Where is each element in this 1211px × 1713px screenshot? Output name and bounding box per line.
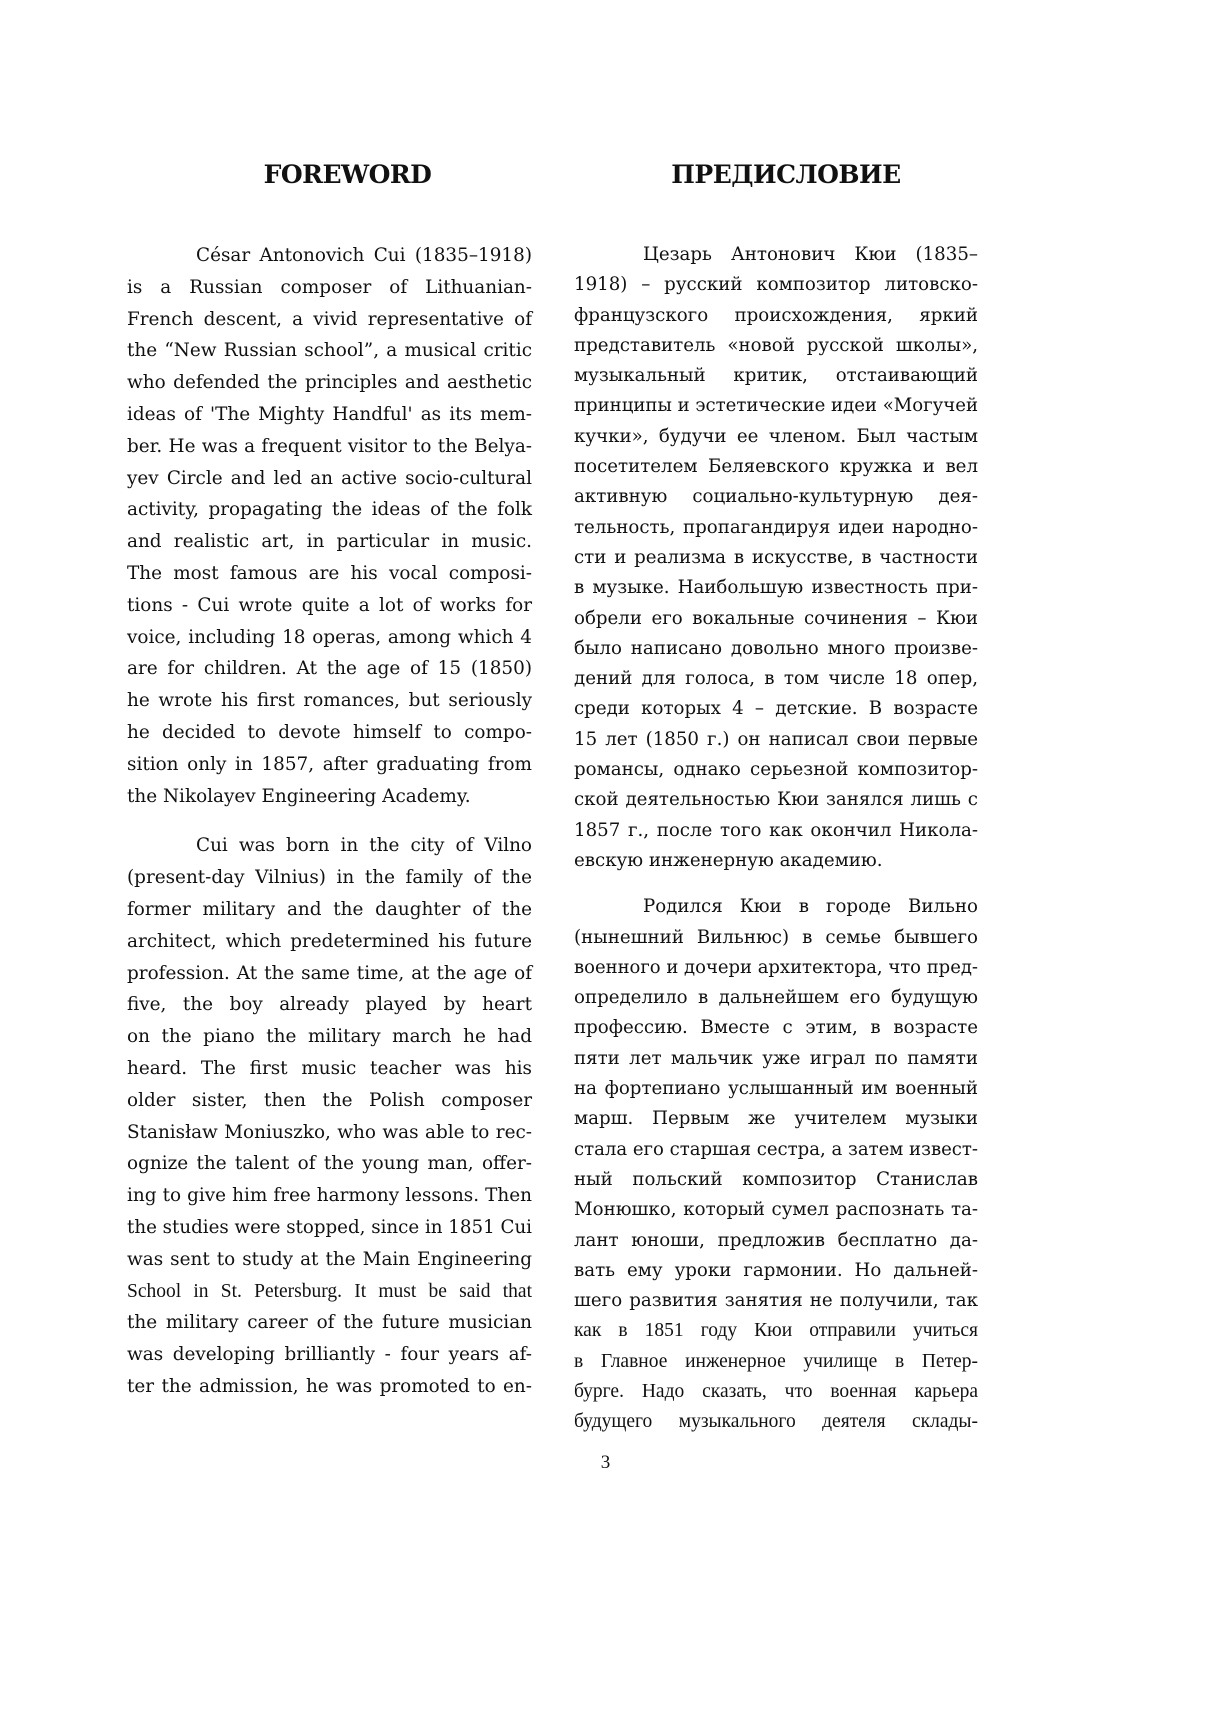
text-line: лант юноши, предложив бесплатно да- [574,1229,978,1251]
text-line: former military and the daughter of the [127,898,532,920]
text-line: французского происхождения, яркий [574,304,978,326]
text-line: музыкальный критик, отстаивающий [574,365,978,387]
text-line: the Nikolayev Engineering Academy. [127,785,471,807]
text-line: the military career of the future musician [127,1312,532,1334]
text-line: среди которых 4 – детские. В возрасте [574,698,978,720]
text-line: 15 лет (1850 г.) он написал свои первые [574,728,978,750]
text-line: военного и дочери архитектора, что пред- [574,956,978,978]
text-line: вать ему уроки гармонии. Но дальней- [574,1259,978,1281]
text-line: в Главное инженерное училище в Петер- [574,1350,978,1372]
russian-column [574,160,979,1433]
text-line: are for children. At the age of 15 (1850) [127,658,532,680]
text-line: César Antonovich Cui (1835–1918) [196,245,532,266]
text-line: тельность, пропагандируя идеи народно- [574,516,978,538]
text-line: sition only in 1857, after graduating from [127,753,532,775]
text-line: пяти лет мальчик уже играл по памяти [574,1047,978,1069]
text-line: and realistic art, in particular in music. [127,531,532,553]
text-line: ing to give him free harmony lessons. Then [127,1185,532,1207]
text-line: евскую инженерную академию. [574,849,883,871]
text-line: older sister, then the Polish composer [127,1089,532,1111]
text-line: 1857 г., после того как окончил Никола- [574,819,978,841]
text-line: профессию. Вместе с этим, в возрасте [574,1017,978,1039]
english-heading: FOREWORD [263,160,432,189]
text-line: is a Russian composer of Lithuanian- [127,276,532,298]
text-line: определило в дальнейшем его будущую [574,987,978,1009]
text-line: was sent to study at the Main Engineering [127,1248,532,1270]
english-text [127,240,532,1403]
text-line: architect, which predetermined his future [127,930,532,952]
english-paragraph-1 [127,240,532,812]
text-line: the “New Russian school”, a musical critic [127,340,532,362]
text-line: сти и реализма в искусстве, в частности [574,546,978,568]
text-line: profession. At the same time, at the age of [127,962,532,984]
text-line: как в 1851 году Кюи отправили учиться [574,1320,978,1342]
text-line: he decided to devote himself to compo- [127,721,532,743]
text-line: activity, propagating the ideas of the folk [127,499,532,521]
text-line: who defended the principles and aesthetic [127,372,532,394]
text-line: Цезарь Антонович Кюи (1835– [643,244,978,265]
text-line: Stanisław Moniuszko, who was able to rec- [127,1121,532,1143]
text-line: будущего музыкального деятеля склады- [574,1411,978,1433]
paragraph-gap [574,876,978,892]
text-line: five, the boy already played by heart [127,994,532,1016]
text-line: дений для голоса, в том числе 18 опер, [574,668,978,690]
text-line: ber. He was a frequent visitor to the Belya- [127,435,532,457]
text-line: посетителем Беляевского кружка и вел [574,456,978,478]
text-line: в музыке. Наибольшую известность при- [574,577,978,599]
text-line: ный польский композитор Станислав [574,1168,978,1190]
text-line: yev Circle and led an active socio-cultural [127,467,532,489]
text-line: School in St. Petersburg. It must be said that [127,1280,532,1302]
text-line: French descent, a vivid representative of [127,308,532,330]
russian-heading: ПРЕДИСЛОВИЕ [671,160,901,189]
text-line: активную социально-культурную дея- [574,486,978,508]
text-line: 1918) – русский композитор литовско- [574,274,978,296]
text-line: Монюшко, который сумел распознать та- [574,1199,978,1221]
text-line: (present-day Vilnius) in the family of the [127,867,532,889]
text-line: ской деятельностью Кюи занялся лишь с [574,789,978,811]
text-line: было написано довольно много произве- [574,637,978,659]
text-line: шего развития занятия не получили, так [574,1290,978,1312]
text-line: Родился Кюи в городе Вильно [643,896,978,918]
text-line: heard. The first music teacher was his [127,1057,532,1079]
text-line: ognize the talent of the young man, offer- [127,1153,532,1175]
text-line: tions - Cui wrote quite a lot of works for [127,594,532,616]
text-line: the studies were stopped, since in 1851 Cui [127,1216,533,1238]
text-line: (нынешний Вильнюс) в семье бывшего [574,926,978,948]
text-line: кучки», будучи ее членом. Был частым [574,425,978,447]
text-line: he wrote his first romances, but seriously [127,690,532,712]
english-column [127,160,533,1397]
english-paragraph-2 [127,830,532,1402]
page-number: 3 [600,1452,611,1473]
text-line: Cui was born in the city of Vilno [196,835,532,857]
text-line: марш. Первым же учителем музыки [574,1108,978,1130]
russian-paragraph-1 [574,240,978,876]
text-line: представитель «новой русской школы», [574,334,978,356]
text-line: на фортепиано услышанный им военный [574,1078,978,1100]
paragraph-gap [127,812,532,830]
text-line: стала его старшая сестра, а затем извест- [574,1138,979,1160]
russian-text [574,240,978,1438]
russian-paragraph-2 [574,892,978,1437]
text-line: обрели его вокальные сочинения – Кюи [574,607,978,629]
text-line: ter the admission, he was promoted to en- [127,1375,532,1397]
text-line: принципы и эстетические идеи «Могучей [574,395,979,417]
text-line: was developing brilliantly - four years af- [127,1344,532,1366]
text-line: романсы, однако серьезной композитор- [574,759,978,781]
text-line: бурге. Надо сказать, что военная карьера [574,1380,978,1402]
text-line: The most famous are his vocal composi- [127,562,532,584]
text-line: on the piano the military march he had [127,1026,532,1048]
text-line: ideas of 'The Mighty Handful' as its mem- [127,403,532,425]
text-line: voice, including 18 operas, among which 4 [127,626,532,648]
